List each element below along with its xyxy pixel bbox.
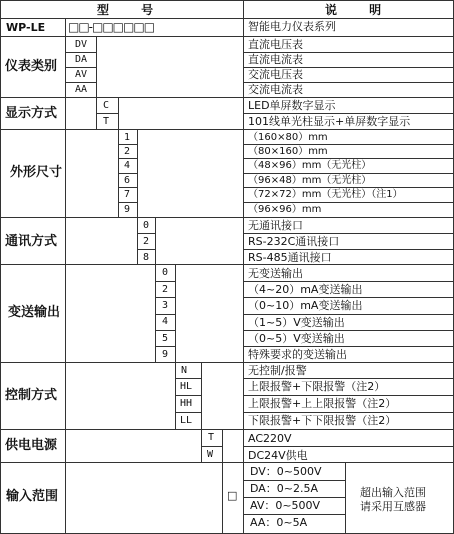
size-code: 1 [124,132,131,143]
size-code: 7 [124,189,131,200]
type-code: AA [75,84,88,95]
control-code: HH [180,398,193,409]
comm-code: 0 [143,220,150,231]
comm-desc: 无通讯接口 [248,219,303,232]
range-desc: AA：0~5A [250,516,308,529]
section-title-power: 供电电源 [5,438,58,453]
display-code: T [103,116,110,127]
section-title-type: 仪表类别 [5,59,58,74]
power-code: W [207,449,214,460]
transmit-desc: 无变送输出 [248,267,303,280]
transmit-desc: （0~5）V变送输出 [248,332,345,345]
range-code-box: □ [227,489,238,502]
transmit-code: 9 [162,349,169,360]
control-code: HL [180,381,193,392]
range-desc: DV：0~500V [250,465,322,478]
control-desc: 上限报警+上上限报警（注2） [248,397,397,410]
display-desc: LED单屏数字显示 [248,99,336,112]
control-desc: 无控制/报警 [248,364,307,377]
section-title-range: 输入范围 [6,489,59,504]
header-model: 型 号 [97,3,168,17]
transmit-desc: （1~5）V变送输出 [248,316,345,329]
type-desc: 交流电压表 [248,68,303,81]
transmit-code: 5 [162,333,169,344]
size-desc: （96×96）mm [248,204,322,215]
display-code: C [103,100,110,111]
comm-desc: RS-485通讯接口 [248,251,332,264]
model-name: WP-LE [6,21,46,34]
type-code: DA [75,54,88,65]
control-code: N [181,365,188,376]
display-desc: 101线单光柱显示+单屏数字显示 [248,115,411,128]
size-desc: （72×72）mm（无光柱）（注1） [248,189,403,200]
power-desc: AC220V [248,432,292,445]
transmit-code: 3 [162,300,169,311]
transmit-code: 2 [162,284,169,295]
control-desc: 下限报警+下下限报警（注2） [248,414,397,427]
comm-code: 2 [143,236,150,247]
range-note-line: 请采用互感器 [360,500,426,513]
range-desc: AV：0~500V [250,499,321,512]
size-desc: （80×160）mm [248,146,328,157]
power-desc: DC24V供电 [248,449,308,462]
section-title-control: 控制方式 [5,388,58,403]
control-desc: 上限报警+下限报警（注2） [248,380,386,393]
transmit-code: 4 [162,316,169,327]
transmit-desc: （4~20）mA变送输出 [248,283,363,296]
size-code: 4 [124,160,131,171]
size-desc: （96×48）mm（无光柱） [248,175,372,186]
type-desc: 直流电流表 [248,53,303,66]
type-code: AV [75,69,88,80]
size-desc: （160×80）mm [248,132,328,143]
section-title-comm: 通讯方式 [5,234,58,249]
header-description: 说 明 [325,3,396,17]
comm-desc: RS-232C通讯接口 [248,235,340,248]
size-code: 6 [124,175,131,186]
power-code: T [208,432,215,443]
type-desc: 交流电流表 [248,83,303,96]
type-code: DV [75,39,88,50]
section-title-display: 显示方式 [5,106,58,121]
range-desc: DA：0~2.5A [250,482,319,495]
section-title-size: 外形尺寸 [10,165,63,180]
section-title-transmit: 变送输出 [8,305,61,320]
size-code: 9 [124,204,131,215]
comm-code: 8 [143,252,150,263]
transmit-desc: （0~10）mA变送输出 [248,299,363,312]
type-desc: 直流电压表 [248,38,303,51]
model-description: 智能电力仪表系列 [248,20,336,33]
model-code-boxes: □□-□□□□□□ [68,20,155,34]
size-code: 2 [124,146,131,157]
transmit-desc: 特殊要求的变送输出 [248,348,347,361]
range-note-line: 超出输入范围 [360,486,426,499]
transmit-code: 0 [162,267,169,278]
size-desc: （48×96）mm（无光柱） [248,160,372,171]
control-code: LL [180,415,193,426]
